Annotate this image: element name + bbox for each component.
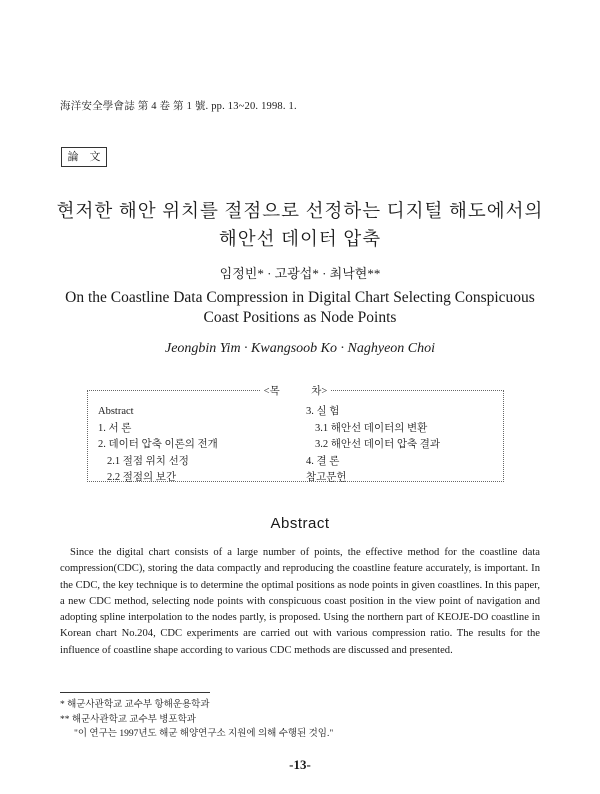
authors-english: Jeongbin Yim · Kwangsoob Ko · Naghyeon Choi	[164, 341, 436, 356]
footnotes	[60, 698, 333, 742]
abstract-body: Since the digital chart consists of a large number of points, the effective method for the coastline data compression(CDC), storing the data compactly and reproducing the coastline feature accurately, is important. In the CDC, the key technique is to determine the optimal positions as node points in given coastlines. In this paper, a new CDC method, selecting node points with conspicuous coast position in the view point of navigation and adopting spline interpolation to the nodes partly, is proposed. Using the northern part of KEOJE-DO coastline in Korean chart No.204, CDC experiments are carried out with various compression ratio. The results for the influence of coastline shape according to various CDC methods are discussed and presented.	[60, 547, 540, 656]
article-type-label: 論 文	[61, 147, 107, 167]
toc-item: 3.2 해안선 데이터 압축 결과	[315, 439, 441, 450]
toc-item: 2. 데이터 압축 이론의 전개	[98, 439, 218, 450]
footnote-funding: "이 연구는 1997년도 해군 해양연구소 지원에 의해 수행된 것임."	[74, 729, 334, 739]
korean-title-line-2: 해안선 데이터 압축	[218, 230, 382, 250]
toc-item: 3.1 해안선 데이터의 변환	[315, 422, 428, 434]
authors-korean: 임정빈* · 고광섭* · 최낙현**	[219, 266, 381, 281]
toc-item: 2.2 절점의 보간	[107, 472, 177, 483]
page-number: -13-	[289, 757, 311, 772]
footnote-affiliation-1: * 해군사관학교 교수부 항해운용학과	[60, 700, 210, 710]
korean-title-line-1: 현저한 해안 위치를 절점으로 선정하는 디지털 해도에서의	[56, 202, 544, 222]
footnote-affiliation-2: ** 해군사관학교 교수부 병포학과	[60, 714, 196, 725]
toc-item: 1. 서 론	[98, 422, 132, 434]
english-title-line-2: Coast Positions as Node Points	[203, 309, 397, 326]
toc-item: 참고문헌	[306, 472, 347, 483]
table-of-contents	[87, 386, 504, 483]
toc-item: 3. 실 험	[306, 406, 340, 417]
toc-title: <목 차>	[88, 383, 503, 398]
english-title-line-1: On the Coastline Data Compression in Digital Chart Selecting Conspicuous	[65, 289, 535, 306]
abstract-heading: Abstract	[270, 515, 330, 532]
toc-item: 2.1 절점 위치 선정	[107, 455, 189, 467]
footnote-divider	[60, 692, 210, 693]
toc-item: Abstract	[98, 406, 134, 417]
toc-item: 4. 결 론	[306, 455, 340, 467]
toc-right-column	[306, 404, 440, 487]
journal-header: 海洋安全學會誌 第 4 卷 第 1 號. pp. 13~20. 1998. 1.	[60, 101, 297, 112]
toc-left-column	[98, 404, 218, 487]
